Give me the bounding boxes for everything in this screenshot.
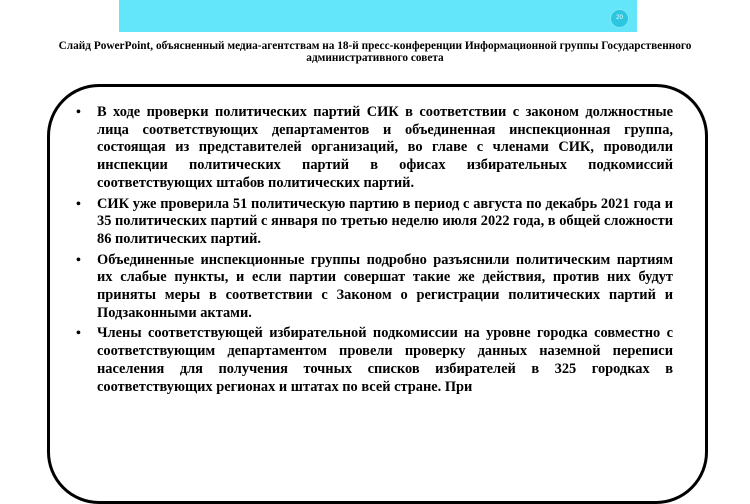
bullet-text: СИК уже проверила 51 политическую партию в период с августа по декабрь 2021 года и 35 политических партий с января по третью неделю июля 2022 года, в общей сложности 86 политических партий. — [97, 195, 673, 247]
bullet-icon: • — [76, 326, 81, 342]
bullet-icon: • — [76, 252, 81, 268]
slide-caption: Слайд PowerPoint, объясненный медиа-агентствам на 18-й пресс-конференции Информационной группы Государственного административного совета — [58, 40, 692, 64]
bullet-item — [76, 251, 673, 323]
page-number-badge: 20 — [610, 9, 629, 28]
bullet-item — [76, 104, 673, 193]
bullet-item — [76, 325, 673, 396]
bullet-icon: • — [76, 105, 81, 120]
top-banner — [119, 0, 637, 32]
bullet-text: Объединенные инспекционные группы подробно разъяснили политическим партиям их слабые пункты, и если партии совершат такие же действия, против них будут приняты меры в соответствии с Законом о регистрации политических партий и Подзаконными актами. — [97, 251, 673, 321]
bullet-text: Члены соответствующей избирательной подкомиссии на уровне городка совместно с соответствующим департаментом провели проверку данных наземной переписи населения для получения точных списков избирателей в 325 городках в соответствующих регионах и штатах по всей стране. При — [97, 325, 673, 395]
bullet-list — [76, 104, 673, 399]
bullet-icon: • — [76, 196, 81, 212]
bullet-text: В ходе проверки политических партий СИК в соответствии с законом должностные лица соответствующих департаментов и объединенная инспекционная группа, состоящая из представителей организаций, во главе с членами СИК, проводили инспекции политических партий в офисах избирательных подкомиссий соответствующих штабов политических партий. — [97, 104, 673, 191]
bullet-item — [76, 195, 673, 249]
